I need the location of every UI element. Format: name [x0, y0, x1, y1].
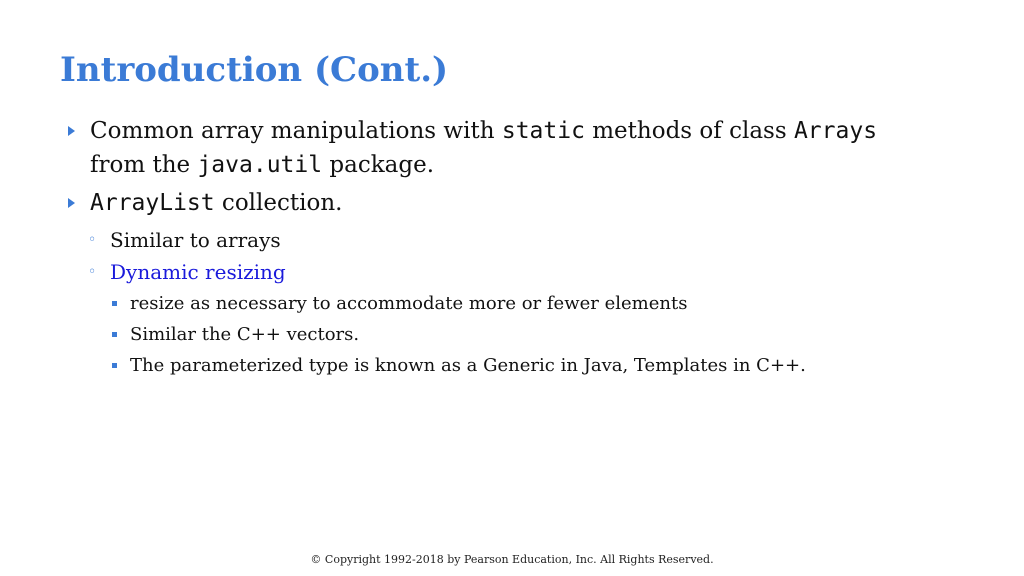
sub-bullet-similar-arrays	[68, 224, 968, 256]
sub-bullet-dynamic-resizing	[68, 256, 968, 288]
bullet-text-1c: from the	[90, 152, 198, 178]
slide-content	[68, 114, 968, 381]
triangle-bullet-icon	[68, 126, 75, 136]
copyright-footer: © Copyright 1992-2018 by Pearson Education, Inc. All Rights Reserved.	[310, 553, 714, 566]
code-arraylist: ArrayList	[90, 190, 215, 216]
subsub-bullet-text: resize as necessary to accommodate more or fewer elements	[130, 293, 688, 314]
triangle-bullet-icon	[68, 198, 75, 208]
bullet-array-manipulations	[68, 114, 968, 182]
code-java-util: java.util	[197, 152, 323, 178]
code-static: static	[501, 118, 585, 144]
subsub-bullet-generic	[68, 350, 968, 381]
subsub-bullet-text: Similar the C++ vectors.	[130, 324, 360, 345]
subsub-bullet-text: The parameterized type is known as a Generic in Java, Templates in C++.	[130, 355, 806, 376]
bullet-text-1a: Common array manipulations with	[90, 118, 502, 144]
bullet-text-2: collection.	[214, 190, 343, 216]
circle-bullet-icon: ◦	[88, 264, 97, 280]
subsub-bullet-resize	[68, 288, 968, 319]
square-bullet-icon	[112, 301, 117, 306]
subsub-bullet-cpp-vectors	[68, 319, 968, 350]
slide-title: Introduction (Cont.)	[60, 50, 449, 90]
bullet-text-1b: methods of class	[584, 118, 794, 144]
code-arrays: Arrays	[793, 118, 878, 144]
square-bullet-icon	[112, 363, 117, 368]
square-bullet-icon	[112, 332, 117, 337]
bullet-arraylist	[68, 186, 968, 220]
sub-bullet-text: Similar to arrays	[110, 228, 281, 252]
circle-bullet-icon: ◦	[88, 232, 97, 248]
bullet-text-1d: package.	[322, 152, 435, 178]
sub-bullet-text: Dynamic resizing	[110, 260, 286, 284]
